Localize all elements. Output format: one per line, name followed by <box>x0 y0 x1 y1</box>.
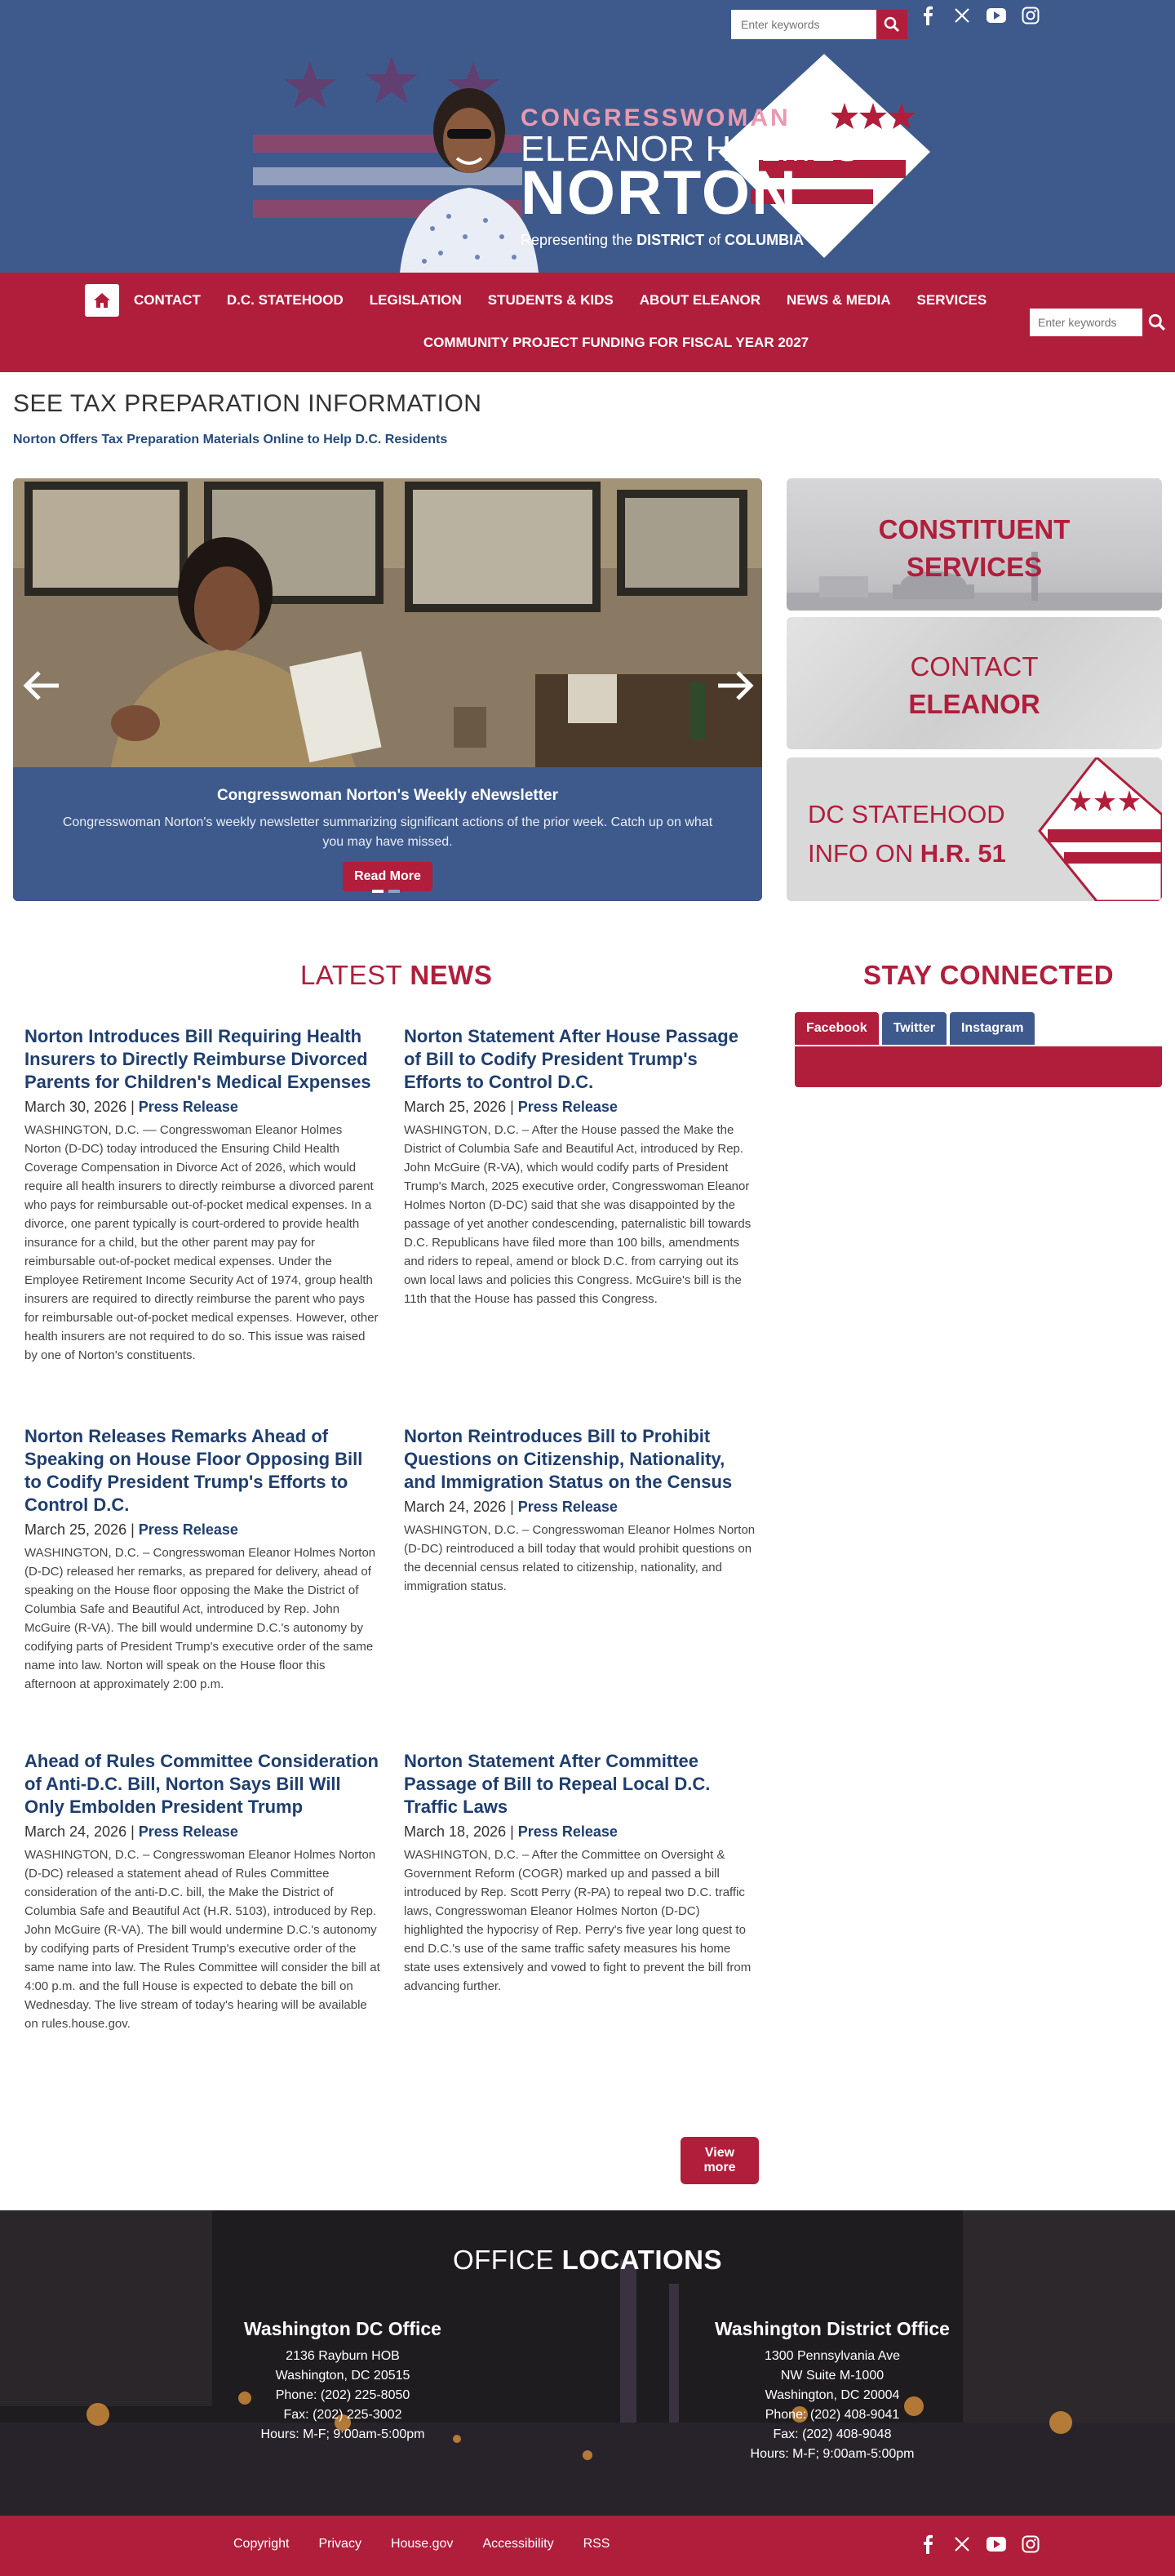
stay-connected-heading: STAY CONNECTED <box>863 960 1115 990</box>
nav-item-contact[interactable]: CONTACT <box>134 292 201 308</box>
facebook-icon[interactable] <box>917 5 938 26</box>
featured-carousel <box>13 478 762 901</box>
constituent-services-label: CONSTITUENT SERVICES <box>878 514 1071 582</box>
instagram-icon[interactable] <box>1020 5 1041 26</box>
footer-social-links <box>917 2534 1041 2555</box>
nav-search <box>1030 309 1172 336</box>
office-locations-section <box>0 2210 1175 2516</box>
office-hours: Hours: M-F; 9:00am-5:00pm <box>260 2427 425 2441</box>
news-item-title[interactable]: Norton Statement After Committee Passage of Bill to Repeal Local D.C. Traffic Laws <box>404 1751 711 1817</box>
news-item-meta: March 25, 2026 | Press Release <box>24 1521 238 1538</box>
office-fax: Fax: (202) 225-3002 <box>283 2408 402 2422</box>
carousel-dot[interactable] <box>372 890 384 893</box>
search-icon <box>1148 313 1166 331</box>
news-item-summary: WASHINGTON, D.C. – After the Committee on Oversight & Government Reform (COGR) marked up and passed a bill introduced by Rep. Scott Perry (R-PA) to repeal two D.C. traffic laws, Congresswoman Eleanor Holmes Norton (D-DC) highlighted the hypocrisy of Rep. Perry's five year long quest to end D.C.'s use of the same traffic safety measures his home state uses extensively and vowed to fight to prevent the bill from advancing further. <box>404 1848 752 1993</box>
office-locations-heading: OFFICE LOCATIONS <box>452 2245 723 2275</box>
nav-search-input[interactable] <box>1030 309 1142 336</box>
office-phone[interactable]: Phone: (202) 225-8050 <box>275 2388 410 2402</box>
news-item-summary: WASHINGTON, D.C. – Congresswoman Eleanor Holmes Norton (D-DC) released her remarks, as prepared for delivery, ahead of speaking on the House floor opposing the Make the District of Columbia Safe and Beautiful Act, introduced by Rep. John McGuire (R-VA). The bill would undermine D.C.'s autonomy by codifying parts of President Trump's executive order of the same name into law. Norton will speak on the House floor this afternoon at approximately 2:00 p.m. <box>24 1546 376 1691</box>
nav-search-button[interactable] <box>1142 309 1172 336</box>
facebook-icon[interactable] <box>917 2534 938 2555</box>
site-brand[interactable] <box>521 104 859 249</box>
arrow-right-icon <box>716 669 756 702</box>
tab-instagram[interactable]: Instagram <box>950 1012 1035 1045</box>
nav-item-about-eleanor[interactable]: ABOUT ELEANOR <box>639 292 761 308</box>
view-more-button[interactable]: View more <box>681 2137 759 2184</box>
nav-row <box>85 284 1013 317</box>
brand-title-line: CONGRESSWOMAN <box>521 104 791 131</box>
arrow-left-icon <box>21 669 60 702</box>
footer-link-rss[interactable]: RSS <box>583 2537 610 2551</box>
footer-link-accessibility[interactable]: Accessibility <box>482 2537 554 2551</box>
read-more-button[interactable]: Read More <box>343 862 432 891</box>
footer-link-privacy[interactable]: Privacy <box>318 2537 361 2551</box>
header-social-links <box>917 5 1041 26</box>
latest-news-heading: LATEST NEWS <box>300 960 493 990</box>
dc-statehood-tile[interactable] <box>787 757 1162 901</box>
site-header <box>0 0 1175 273</box>
news-item-meta: March 30, 2026 | Press Release <box>24 1099 238 1115</box>
header-search-input[interactable] <box>731 10 876 39</box>
carousel-prev-button[interactable] <box>16 661 65 710</box>
washington-district-office <box>694 2318 971 2464</box>
office-address: 1300 Pennsylvania Ave <box>764 2349 901 2363</box>
office-name: Washington District Office <box>715 2318 950 2339</box>
brand-tagline: Representing the DISTRICT of COLUMBIA <box>521 232 805 248</box>
x-icon[interactable] <box>951 5 973 26</box>
social-tabs <box>795 1012 1035 1045</box>
nav-item-dc-statehood[interactable]: D.C. STATEHOOD <box>226 292 344 308</box>
news-item <box>24 1425 380 1694</box>
news-item <box>24 1025 380 1365</box>
constituent-services-tile[interactable] <box>787 478 1162 611</box>
nav-home-button[interactable] <box>85 284 119 317</box>
news-item-summary: WASHINGTON, D.C. – Congresswoman Eleanor Holmes Norton (D-DC) released a statement ahead of Rules Committee consideration of the anti-D.C. bill, the Make the District of Columbia Safe and Beautiful Act (H.R. 5103), introduced by Rep. John McGuire (R-VA). The bill would undermine D.C.'s autonomy by codifying parts of President Trump's executive order of the same name into law. The Rules Committee will consider the bill at 4:00 p.m. and the full House is expected to debate the bill on Wednesday. The live stream of today's hearing will be available on rules.house.gov. <box>24 1848 380 2031</box>
carousel-slide-description: Congresswoman Norton's weekly newsletter summarizing significant actions of the prior week. Catch up on what you may have missed. <box>62 815 713 849</box>
news-item-title[interactable]: Norton Introduces Bill Requiring Health Insurers to Directly Reimburse Divorced Parents for Children's Medical Expenses <box>24 1026 371 1092</box>
office-fax: Fax: (202) 408-9048 <box>773 2427 892 2441</box>
news-item-meta: March 25, 2026 | Press Release <box>404 1099 618 1115</box>
office-city: Washington, DC 20515 <box>275 2369 410 2383</box>
news-item <box>404 1025 760 1308</box>
washington-dc-office <box>212 2318 473 2445</box>
news-item-meta: March 18, 2026 | Press Release <box>404 1823 618 1840</box>
instagram-icon[interactable] <box>1020 2534 1041 2555</box>
x-icon[interactable] <box>951 2534 973 2555</box>
nav-item-legislation[interactable]: LEGISLATION <box>369 292 462 308</box>
news-item-summary: WASHINGTON, D.C. – After the House passed the Make the District of Columbia Safe and Beautiful Act, introduced by Rep. John McGuire (R-VA), which would codify parts of President Trump's March, 2025 executive order, Congresswoman Eleanor Holmes Norton (D-DC) said that she was disappointed by the passage of yet another condescending, paternalistic bill towards D.C. Republicans have filed more than 100 bills, amendments and riders to repeal, amend or block D.C. from carrying out its own local laws and policies this Congress. McGuire's bill is the 11th that the House has passed this Congress. <box>404 1123 752 1306</box>
footer-link-copyright[interactable]: Copyright <box>233 2537 290 2551</box>
nav-item-students-kids[interactable]: STUDENTS & KIDS <box>487 292 614 308</box>
office-name: Washington DC Office <box>244 2318 441 2339</box>
footer-link-house-gov[interactable]: House.gov <box>390 2537 454 2551</box>
tab-facebook[interactable]: Facebook <box>795 1012 879 1045</box>
alert-subtitle[interactable]: Norton Offers Tax Preparation Materials Online to Help D.C. Residents <box>13 433 448 446</box>
search-icon <box>884 16 900 33</box>
nav-item-community-project-funding[interactable]: COMMUNITY PROJECT FUNDING FOR FISCAL YEAR 2027 <box>423 335 809 350</box>
news-item <box>404 1750 760 1996</box>
tab-twitter[interactable]: Twitter <box>882 1012 947 1045</box>
contact-eleanor-label: CONTACT ELEANOR <box>908 651 1040 719</box>
carousel-dot[interactable] <box>388 890 400 893</box>
office-suite: NW Suite M-1000 <box>780 2369 885 2383</box>
carousel-photo <box>13 478 762 767</box>
news-item-title[interactable]: Ahead of Rules Committee Consideration of Anti-D.C. Bill, Norton Says Bill Will Only Embolden President Trump <box>24 1751 379 1817</box>
news-item-summary: WASHINGTON, D.C. –– Congresswoman Eleanor Holmes Norton (D-DC) today introduced the Ensuring Child Health Coverage Compensation in Divorce Act of 2026, which would require all health insurers to directly reimburse a divorced parent who pays for reimbursable out-of-pocket medical expenses. In a divorce, one parent typically is court-ordered to provide health insurance for a child, but the other parent may pay for reimbursable out-of-pocket medical expenses. Under the Employee Retirement Income Security Act of 1974, group health insurers are required to directly reimburse the parent who pays for reimbursable out-of-pocket medical expenses. However, other health insurers are not required to do so. This issue was raised by one of Norton's constituents. <box>24 1123 379 1362</box>
brand-surname: NORTON <box>521 158 798 228</box>
office-hours: Hours: M-F; 9:00am-5:00pm <box>750 2447 915 2461</box>
nav-item-services[interactable]: SERVICES <box>916 292 987 308</box>
nav-item-news-media[interactable]: NEWS & MEDIA <box>787 292 891 308</box>
news-item <box>404 1425 760 1596</box>
header-search-button[interactable] <box>876 10 907 39</box>
brand-name-line: ELEANOR HOLMES <box>521 129 860 169</box>
social-tab-panel <box>795 1046 1162 1087</box>
youtube-icon[interactable] <box>986 2534 1007 2555</box>
carousel-slide-title[interactable]: Congresswoman Norton's Weekly eNewsletter <box>216 787 559 804</box>
header-search <box>731 10 907 39</box>
news-item-title[interactable]: Norton Reintroduces Bill to Prohibit Questions on Citizenship, Nationality, and Immigration Status on the Census <box>404 1426 733 1492</box>
home-icon <box>93 292 111 309</box>
carousel-caption <box>13 767 762 901</box>
news-item <box>24 1750 380 2033</box>
news-item-meta: March 24, 2026 | Press Release <box>24 1823 238 1840</box>
news-item-meta: March 24, 2026 | Press Release <box>404 1499 618 1515</box>
office-city: Washington, DC 20004 <box>765 2388 900 2402</box>
contact-eleanor-tile[interactable] <box>787 617 1162 749</box>
news-item-title[interactable]: Norton Statement After House Passage of Bill to Codify President Trump's Efforts to Control D.C. <box>404 1026 738 1092</box>
news-item-title[interactable]: Norton Releases Remarks Ahead of Speaking on House Floor Opposing Bill to Codify President Trump's Efforts to Control D.C. <box>24 1426 363 1515</box>
office-address: 2136 Rayburn HOB <box>286 2349 400 2363</box>
news-item-summary: WASHINGTON, D.C. – Congresswoman Eleanor Holmes Norton (D-DC) reintroduced a bill today that would prohibit questions on the decennial census related to citizenship, nationality, and immigration status. <box>404 1523 756 1593</box>
dc-statehood-label: DC STATEHOOD INFO ON H.R. 51 <box>808 800 1006 868</box>
footer-links <box>233 2537 610 2552</box>
main-navigation <box>0 273 1175 372</box>
carousel-next-button[interactable] <box>712 661 760 710</box>
alert-title[interactable]: SEE TAX PREPARATION INFORMATION <box>13 390 482 417</box>
carousel-indicators <box>372 890 400 893</box>
site-footer <box>0 2516 1175 2576</box>
office-phone[interactable]: Phone: (202) 408-9041 <box>765 2408 900 2422</box>
youtube-icon[interactable] <box>986 5 1007 26</box>
